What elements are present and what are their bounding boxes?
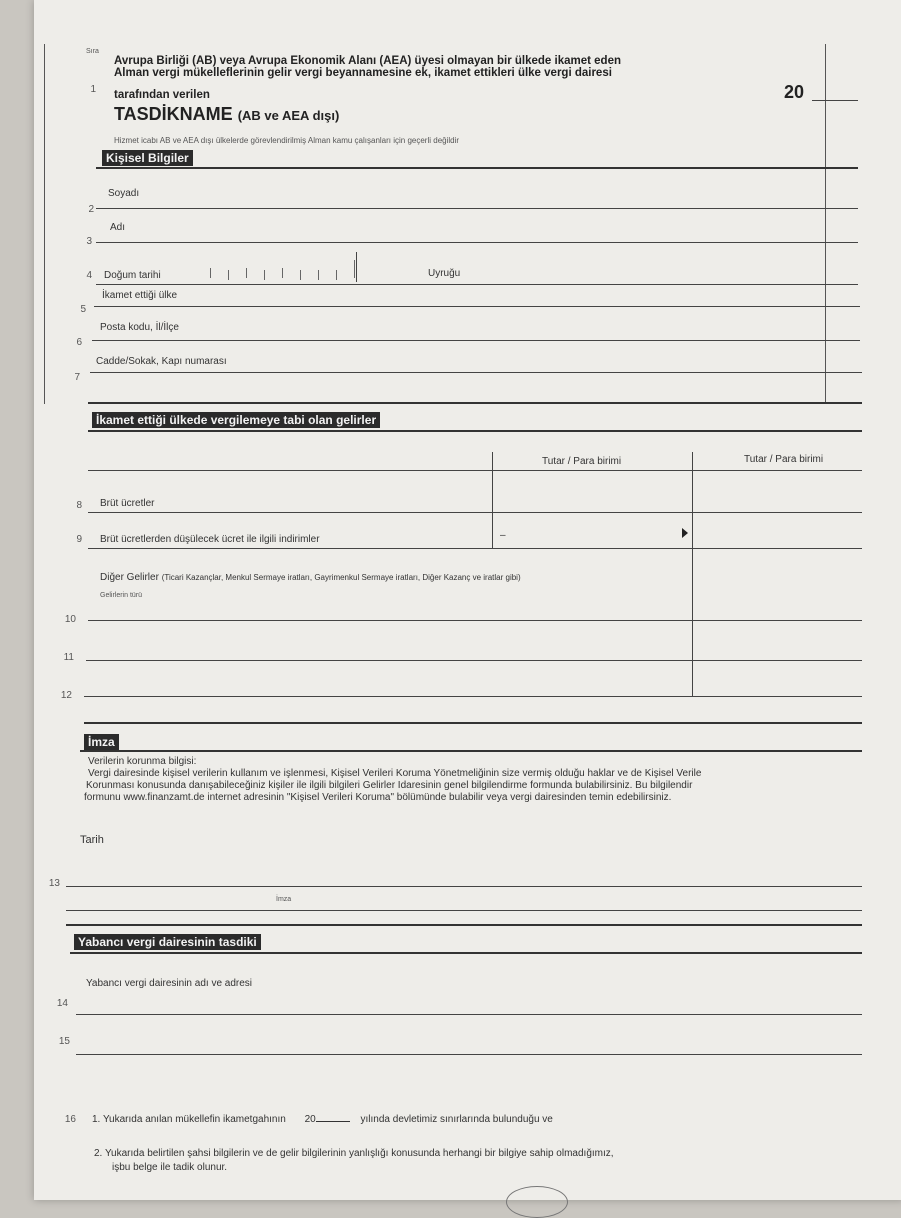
row-number: 1 [90, 84, 96, 95]
confirmation-item-2-line1: 2. Yukarıda belirtilen şahsi bilgilerin ve de gelir bilgilerinin yanlışlığı konusunda herhangi bir bilgiye sahip olmadığımız, [94, 1148, 614, 1159]
personal-section-title: Kişisel Bilgiler [102, 150, 193, 166]
row-number: 5 [80, 304, 86, 315]
row-number: 13 [48, 878, 60, 889]
privacy-text-line1: Vergi dairesinde kişisel verilerin kullanım ve işlenmesi, Kişisel Verileri Koruma Yönetmeliğinin size vermiş olduğu haklar ve de Kişisel Verile [88, 768, 702, 779]
foreign-office-field-2[interactable] [76, 1054, 862, 1055]
divider [88, 470, 862, 471]
other-income-row-2[interactable] [86, 660, 862, 661]
street-label: Cadde/Sokak, Kapı numarası [96, 356, 227, 367]
document-title [114, 104, 339, 125]
confirmation-item-1-tail: yılında devletimiz sınırlarında bulunduğu ve [360, 1114, 553, 1125]
gross-wages-label: Brüt ücretler [100, 498, 155, 509]
year-prefix: 20 [304, 1114, 316, 1125]
divider [356, 252, 357, 282]
other-income-label [100, 572, 521, 583]
country-field[interactable] [94, 306, 860, 307]
digit-tick [318, 270, 319, 280]
confirmation-item-1-text: 1. Yukarıda anılan mükellefin ikametgahının [92, 1114, 286, 1125]
year-prefix: 20 [784, 82, 805, 102]
other-income-row-1[interactable] [88, 620, 862, 621]
income-type-label: Gelirlerin türü [100, 592, 143, 599]
document-title-suffix: (AB ve AEA dışı) [237, 108, 340, 123]
nationality-label: Uyruğu [428, 268, 461, 279]
row-number: 9 [76, 534, 82, 545]
gross-wages-amount-2[interactable] [694, 480, 860, 510]
divider [88, 402, 862, 404]
foreign-office-field-1[interactable] [76, 1014, 862, 1015]
surname-label: Soyadı [108, 188, 140, 199]
date-signature-field[interactable] [66, 886, 862, 887]
confirmation-item-1 [92, 1114, 553, 1125]
name-field[interactable] [96, 242, 858, 243]
minus-sign: – [500, 530, 506, 541]
date-label: Tarih [80, 834, 104, 846]
birthdate-label: Doğum tarihi [104, 270, 161, 281]
digit-tick [282, 268, 283, 278]
foreign-office-section-title: Yabancı vergi dairesinin tasdiki [74, 934, 261, 950]
digit-tick [246, 268, 247, 278]
divider [80, 750, 862, 752]
deductions-amount-1[interactable] [494, 516, 690, 546]
income-section-title: İkamet ettiği ülkede vergilemeye tabi olan gelirler [92, 412, 380, 428]
postal-code-field[interactable] [92, 340, 860, 341]
residence-year-field[interactable] [316, 1121, 350, 1122]
divider [96, 167, 858, 169]
row-number: 15 [58, 1036, 70, 1047]
form-title-line3: tarafından verilen [114, 89, 210, 101]
row-number: 7 [74, 372, 80, 383]
street-field[interactable] [90, 372, 862, 373]
birth-nationality-field[interactable] [96, 284, 858, 285]
deductions-label: Brüt ücretlerden düşülecek ücret ile ilgili indirimler [100, 534, 320, 545]
divider [66, 910, 862, 911]
sira-label: Sıra [86, 48, 99, 55]
form-title-line1: Avrupa Birliği (AB) veya Avrupa Ekonomik Alanı (AEA) üyesi olmayan bir ülkede ikamet eden [114, 55, 621, 67]
divider [88, 430, 862, 432]
row-number: 14 [56, 998, 68, 1009]
other-income-note: (Ticari Kazançlar, Menkul Sermaye iratları, Gayrimenkul Sermaye iratları, Diğer Kazanç ve iratlar gibi) [161, 573, 521, 582]
privacy-text-line3: formunu www.finanzamt.de internet adresinin "Kişisel Verileri Koruma" bölümünde bulabilir veya vergi dairesinden temin edebilirsiniz. [84, 792, 672, 803]
postal-code-label: Posta kodu, İl/İlçe [100, 322, 179, 333]
form-title-line2: Alman vergi mükelleflerinin gelir vergi beyannamesine ek, ikamet ettikleri ülke vergi dairesi [114, 67, 612, 79]
divider [492, 452, 493, 548]
row-number: 3 [86, 236, 92, 247]
validity-note: Hizmet icabı AB ve AEA dışı ülkelerde görevlendirilmiş Alman kamu çalışanları için geçerli değildir [114, 136, 460, 145]
confirmation-item-2-line2: işbu belge ile tadik olunur. [112, 1162, 228, 1173]
divider [84, 722, 862, 724]
privacy-text-line2: Korunması konusunda danışabileceğiniz kişiler ile ilgili bilgileri Gelirler İdaresinin genel bilgilendirme formunda bulabilirsiniz. Bu bilgilendir [86, 780, 693, 791]
row-number: 12 [60, 690, 72, 701]
digit-tick [300, 270, 301, 280]
row-number: 16 [64, 1114, 76, 1125]
privacy-title: Verilerin korunma bilgisi: [88, 756, 197, 767]
country-of-residence-label: İkamet ettiği ülke [102, 290, 178, 301]
row-number: 2 [88, 204, 94, 215]
signature-section-title: İmza [84, 734, 119, 750]
row-number: 10 [64, 614, 76, 625]
name-label: Adı [110, 222, 126, 233]
digit-tick [228, 270, 229, 280]
deductions-amount-2[interactable] [694, 516, 860, 546]
foreign-office-name-label: Yabancı vergi dairesinin adı ve adresi [86, 978, 253, 989]
digit-tick [210, 268, 211, 278]
divider [66, 924, 862, 926]
row-number: 4 [86, 270, 92, 281]
digit-tick [354, 260, 355, 278]
other-income-title: Diğer Gelirler [100, 572, 159, 583]
gross-wages-amount-1[interactable] [494, 480, 690, 510]
divider [70, 952, 862, 954]
divider [88, 548, 862, 549]
amount-currency-header-1: Tutar / Para birimi [542, 456, 622, 467]
document-title-main: TASDİKNAME [114, 104, 233, 124]
row-number: 11 [63, 652, 74, 663]
other-income-row-3[interactable] [84, 696, 862, 697]
year-field-line[interactable] [812, 100, 858, 101]
birthdate-field[interactable] [208, 266, 358, 282]
signature-caption: İmza [276, 896, 292, 903]
divider [88, 512, 862, 513]
row-number: 6 [76, 337, 82, 348]
digit-tick [264, 270, 265, 280]
digit-tick [336, 270, 337, 280]
stamp-circle [506, 1186, 568, 1218]
surname-field[interactable] [96, 208, 858, 209]
amount-currency-header-2: Tutar / Para birimi [744, 454, 824, 465]
row-number: 8 [76, 500, 82, 511]
